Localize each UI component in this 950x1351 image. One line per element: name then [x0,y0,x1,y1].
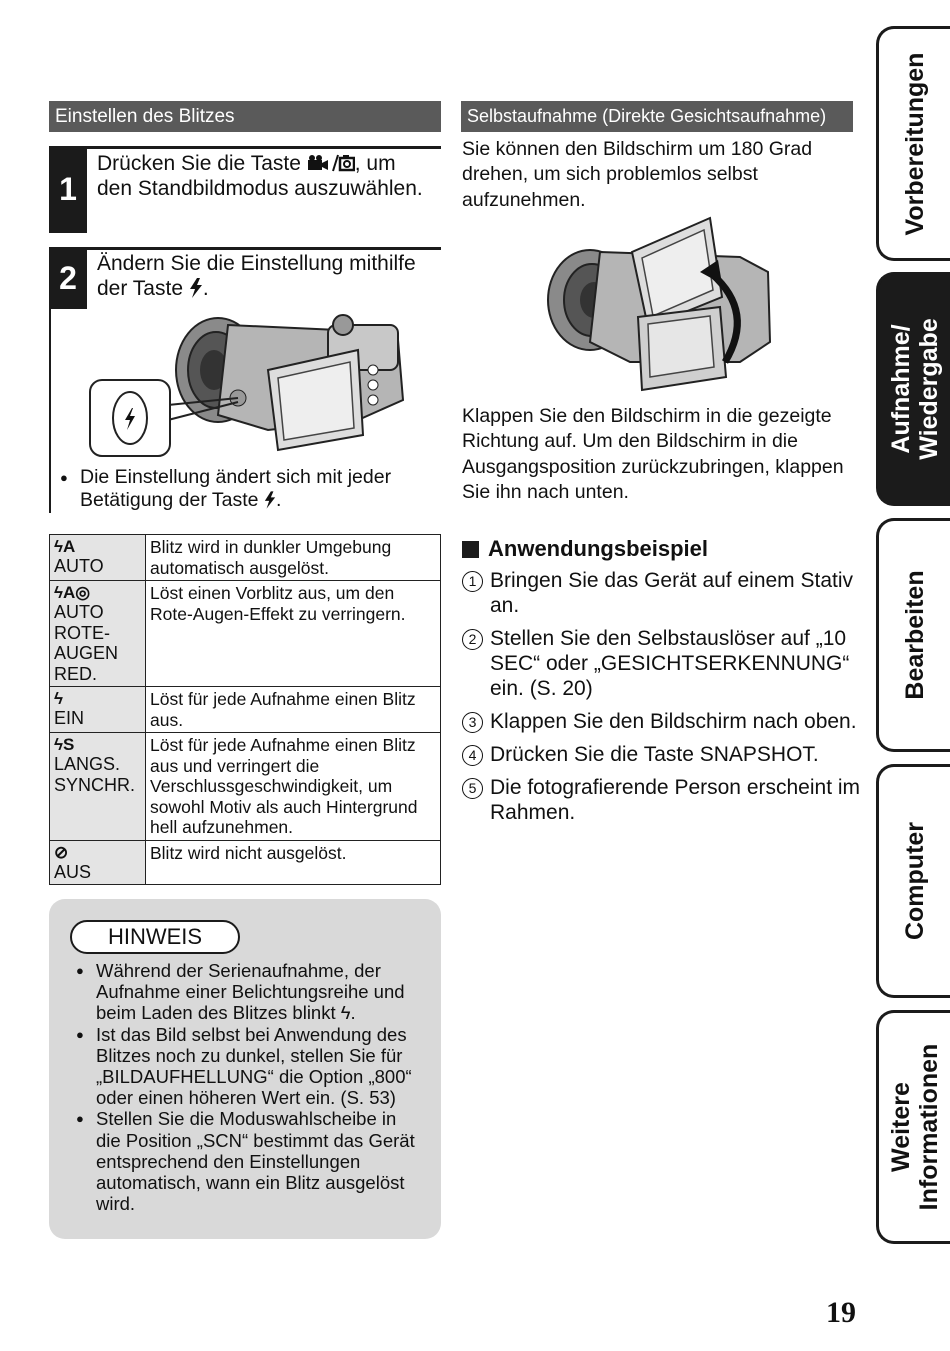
flash-mode-row [50,535,441,581]
square-bullet-icon [462,541,479,558]
flash-mode-description: Blitz wird nicht ausgelöst. [146,840,441,885]
step-2-side-rule [49,309,51,513]
step-1-text: Drücken Sie die Taste , um den Standbildmodus auszuwählen. [97,152,423,200]
flash-mode-name: AUTO [54,556,104,576]
hint-item: ● Stellen Sie die Moduswahlscheibe in die Position „SCN“ bestimmt das Gerät entsprechend den Einstellungen automatisch, wann ein Blitz ausgelöst wird. [96,1108,426,1214]
camera-rotated-screen-illustration [540,212,780,402]
tab-label: Weitere Informationen [886,1043,943,1211]
step-number-circle: 4 [462,745,483,766]
flash-mode-cell [50,733,146,841]
step-number-circle: 5 [462,778,483,799]
example-step: 3 Klappen Sie den Bildschirm nach oben. [462,709,862,734]
flash-mode-description: Löst für jede Aufnahme einen Blitz aus und verringert die Verschlussgeschwindigkeit, um sowohl Motiv als auch Hintergrund hell aufzunehmen. [146,733,441,841]
selfie-intro: Sie können den Bildschirm um 180 Grad drehen, um sich problemlos selbst aufzunehmen. [462,138,813,211]
page-number: 19 [826,1296,856,1329]
bullet-dot: ● [60,470,68,485]
step-number-circle: 2 [462,629,483,650]
section-header-selfie [461,101,853,132]
movie-photo-icon [307,154,355,172]
flash-mode-cell [50,581,146,687]
flash-mode-icon: ϟS [54,735,75,754]
hint-item: ● Ist das Bild selbst bei Anwendung des Blitzes noch zu dunkel, stellen Sie für „BILDAUFHELLUNG“ die Option „800“ oder einen höheren Wert ein. (S. 53) [96,1024,426,1109]
section-header-flash [49,101,441,132]
step-1-rule [49,146,441,149]
flash-mode-description: Blitz wird in dunkler Umgebung automatisch ausgelöst. [146,535,441,581]
example-heading: Anwendungsbeispiel [462,536,708,562]
flash-mode-row [50,840,441,885]
flash-mode-row [50,733,441,841]
tab-label: Aufnahme/ Wiedergabe [886,318,943,460]
tab-computer[interactable]: Computer [876,764,950,998]
flash-mode-name: LANGS. SYNCHR. [54,754,136,795]
example-step: 5 Die fotografierende Person erscheint im Rahmen. [462,775,862,825]
tab-bearbeiten[interactable]: Bearbeiten [876,518,950,752]
example-step: 4 Drücken Sie die Taste SNAPSHOT. [462,742,862,767]
example-step: 2 Stellen Sie den Selbstauslöser auf „10 SEC“ oder „GESICHTSERKENNUNG“ ein. (S. 20) [462,626,862,701]
step-number-circle: 1 [462,571,483,592]
hint-item: ● Während der Serienaufnahme, der Aufnahme einer Belichtungsreihe und beim Laden des Blitzes blinkt ϟ. [96,960,426,1024]
flash-mode-row [50,581,441,687]
flash-mode-icon: ⊘ [54,842,69,862]
step-1-number: 1 [49,146,87,233]
flash-mode-name: AUS [54,861,92,882]
example-steps [462,568,862,833]
selfie-after-image: Klappen Sie den Bildschirm in die gezeigte Richtung auf. Um den Bildschirm in die Ausgangsposition zurückzubringen, klappen Sie ihn nach unten. [462,405,844,503]
step-2-number: 2 [49,247,87,309]
flash-mode-name: AUTO ROTE-AUGEN RED. [54,602,119,684]
flash-mode-description: Löst einen Vorblitz aus, um den Rote-Augen-Effekt zu verringern. [146,581,441,687]
hint-list [96,960,426,1214]
tab-vorbereitungen[interactable]: Vorbereitungen [876,26,950,261]
camera-flash-button-illustration [88,310,418,470]
section-title: Einstellen des Blitzes [55,106,235,127]
flash-mode-cell [50,687,146,733]
tab-aufnahme-wiedergabe[interactable] [876,272,950,506]
step-number-circle: 3 [462,712,483,733]
flash-mode-description: Löst für jede Aufnahme einen Blitz aus. [146,687,441,733]
flash-mode-icon: ϟA [54,537,76,556]
flash-mode-name: EIN [54,708,85,728]
flash-mode-table [49,534,441,885]
section-title: Selbstaufnahme (Direkte Gesichtsaufnahme) [467,106,827,126]
flash-mode-icon: ϟ [54,689,63,708]
step-2-rule [49,247,441,250]
step-2-bullet: ● Die Einstellung ändert sich mit jeder Betätigung der Taste . [60,466,392,511]
flash-icon [189,278,203,298]
hint-label: HINWEIS [70,920,240,954]
tab-weitere-informationen[interactable] [876,1010,950,1244]
flash-mode-cell [50,535,146,581]
step-2-text: Ändern Sie die Einstellung mithilfe der Taste . [97,252,416,300]
example-step: 1 Bringen Sie das Gerät auf einem Stativ an. [462,568,862,618]
flash-mode-icon: ϟA◎ [54,583,91,602]
flash-mode-cell [50,840,146,885]
flash-icon [264,491,276,509]
flash-mode-row [50,687,441,733]
